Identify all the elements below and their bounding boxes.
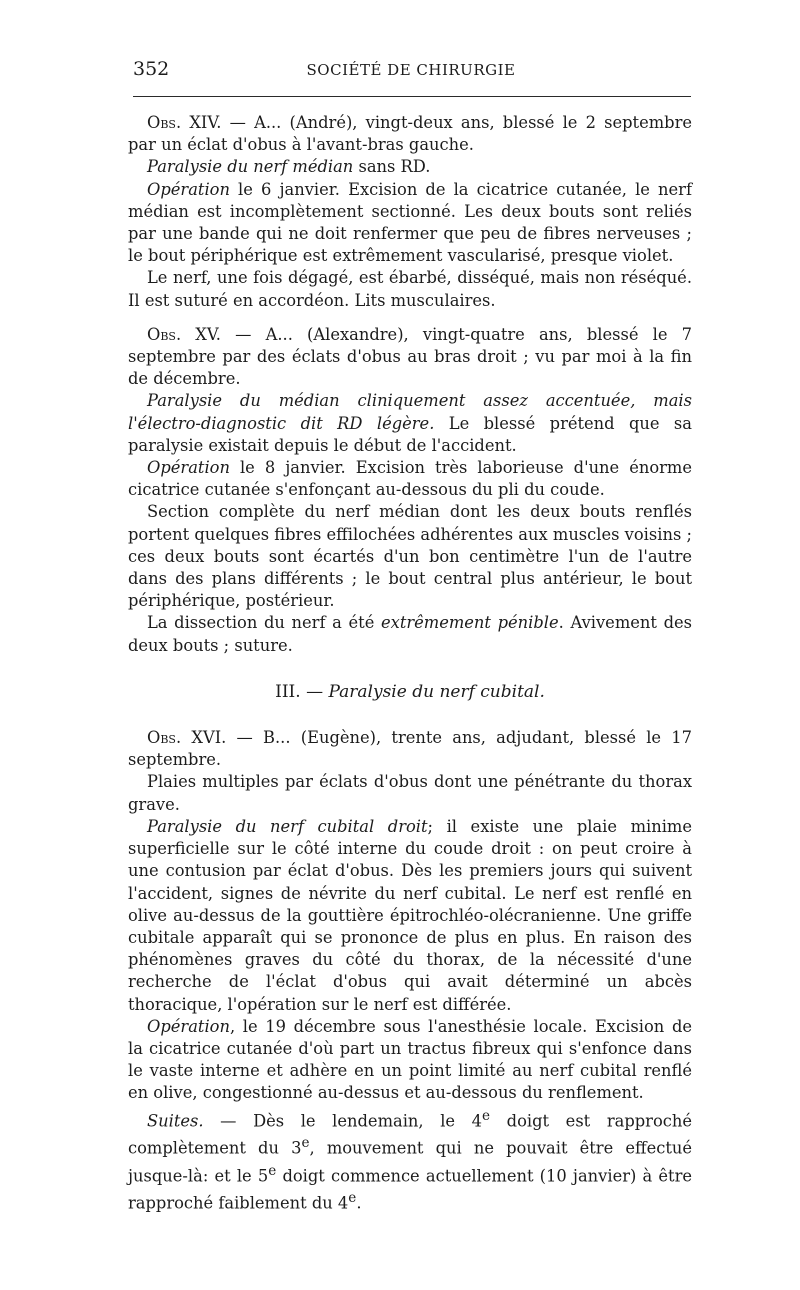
obs-label: Obs. XIV. [147,113,222,132]
obs-14-intro: Obs. XIV. — A... (André), vingt-deux ans, blessé le 2 septembre par un éclat d'obus à l'avant-bras gauche. [128,113,693,155]
page-number: 352 [133,58,170,80]
obs-15-operation: Opération le 8 janvier. Excision très laborieuse d'une énorme cicatrice cutanée s'enfonçant au-dessous du pli du coude. [128,458,692,500]
header-rule [133,96,691,97]
obs-14-paragraph: Le nerf, une fois dégagé, est ébarbé, disséqué, mais non réséqué. Il est suturé en accordéon. Lits musculaires. [128,268,692,310]
page-body [128,112,692,1215]
section-heading: III. — Paralysie du nerf cubital. [275,681,545,702]
obs-14-operation: Opération le 6 janvier. Excision de la cicatrice cutanée, le nerf médian est incomplètement sectionné. Les deux bouts sont reliés par une bande qui ne doit renfermer que peu de fibres nerveuses ; le bout périphérique est extrêmement vascularisé, presque violet. [128,179,692,266]
obs-14-diagnosis: Paralysie du nerf médian sans RD. [147,157,431,177]
obs-15-conclusion: La dissection du nerf a été extrêmement pénible. Avivement des deux bouts ; suture. [128,613,692,655]
obs-16-paragraph: Plaies multiples par éclats d'obus dont une pénétrante du thorax grave. [128,772,692,814]
obs-label: Obs. XVI. [147,728,227,748]
obs-16-operation: Opération, le 19 décembre sous l'anesthésie locale. Excision de la cicatrice cutanée d'où part un tractus fibreux qui s'enfonce dans le vaste interne et adhère en un point limité au nerf cubital renflé en olive, congestionné au-dessus et au-dessous du renflement. [128,1016,692,1103]
running-title: SOCIÉTÉ DE CHIRURGIE [306,61,516,79]
obs-label: Obs. XV. [147,324,221,344]
obs-16-suites: Suites. — Dès le lendemain, le 4e doigt est rapproché complètement du 3e, mouvement qui ne pouvait être effectué jusque-là: et le 5e doigt commence actuellement (10 janvier) à être rapproché faiblement du 4e. [128,1107,692,1213]
page-header [133,58,689,84]
obs-15-diagnosis: Paralysie du médian cliniquement assez accentuée, mais l'électro-diagnostic dit RD légère. Le blessé prétend que sa paralysie existait depuis le début de l'accident. [128,391,692,455]
obs-16-intro: Obs. XVI. — B... (Eugène), trente ans, adjudant, blessé le 17 septembre. [128,728,692,770]
obs-16-diagnosis: Paralysie du nerf cubital droit; il existe une plaie minime superficielle sur le côté interne du coude droit : on peut croire à une contusion par éclat d'obus. Dès les premiers jours qui suivent l'accident, signes de névrite du nerf cubital. Le nerf est renflé en olive au-dessus de la gouttière épitrochléo-olécranienne. Une griffe cubitale apparaît qui se prononce de plus en plus. En raison des phénomènes graves du côté du thorax, de la nécessité d'une recherche de l'éclat d'obus qui avait déterminé un abcès thoracique, l'opération sur le nerf est différée. [128,816,692,1014]
obs-15-intro: Obs. XV. — A... (Alexandre), vingt-quatre ans, blessé le 7 septembre par des éclats d'obus au bras droit ; vu par moi à la fin de décembre. [128,324,692,389]
obs-15-paragraph: Section complète du nerf médian dont les deux bouts renflés portent quelques fibres effilochées adhérentes aux muscles voisins ; ces deux bouts sont écartés d'un bon centimètre l'un de l'autre dans des plans différents ; le bout central plus antérieur, le bout périphérique, postérieur. [128,502,692,611]
